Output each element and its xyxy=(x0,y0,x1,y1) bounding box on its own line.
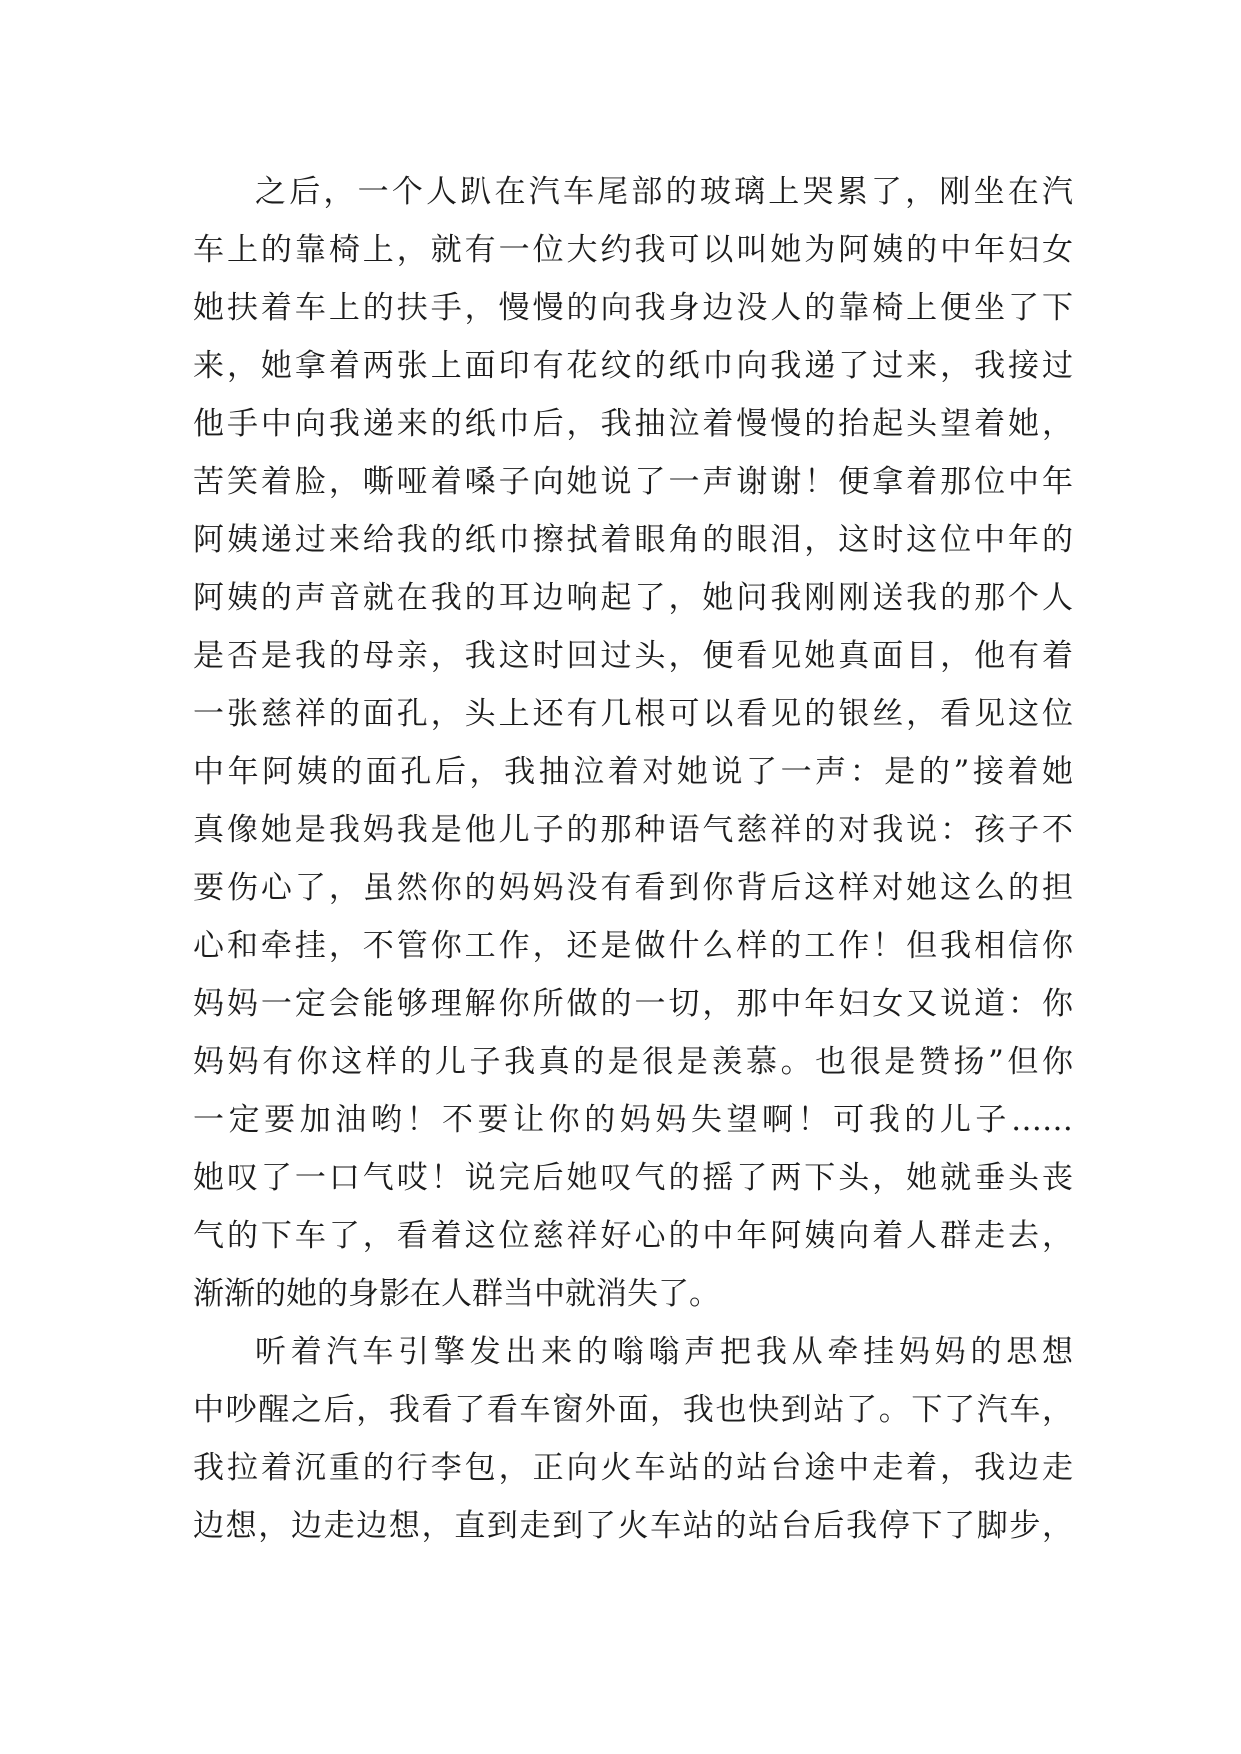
text-line: 一定要加油哟！不要让你的妈妈失望啊！可我的儿子…… xyxy=(193,1102,1073,1138)
text-line: 真像她是我妈我是他儿子的那种语气慈祥的对我说：孩子不 xyxy=(193,812,1073,848)
paragraph-1 xyxy=(193,163,1073,1323)
text-line: 苦笑着脸，嘶哑着嗓子向她说了一声谢谢！便拿着那位中年 xyxy=(193,464,1073,500)
text-line: 我拉着沉重的行李包，正向火车站的站台途中走着，我边走 xyxy=(193,1450,1073,1486)
body-text xyxy=(193,163,1073,1555)
text-line: 一张慈祥的面孔，头上还有几根可以看见的银丝，看见这位 xyxy=(193,696,1073,732)
text-line: 渐渐的她的身影在人群当中就消失了。 xyxy=(193,1276,720,1312)
text-line: 来，她拿着两张上面印有花纹的纸巾向我递了过来，我接过 xyxy=(193,348,1073,384)
text-line: 他手中向我递来的纸巾后，我抽泣着慢慢的抬起头望着她， xyxy=(193,406,1073,442)
text-line: 是否是我的母亲，我这时回过头，便看见她真面目，他有着 xyxy=(193,638,1073,674)
text-line: 车上的靠椅上，就有一位大约我可以叫她为阿姨的中年妇女 xyxy=(193,232,1073,268)
text-line: 听着汽车引擎发出来的嗡嗡声把我从牵挂妈妈的思想 xyxy=(255,1334,1073,1370)
text-line: 心和牵挂，不管你工作，还是做什么样的工作！但我相信你 xyxy=(193,928,1073,964)
text-line: 中年阿姨的面孔后，我抽泣着对她说了一声：是的”接着她 xyxy=(193,754,1073,790)
text-line: 阿姨的声音就在我的耳边响起了，她问我刚刚送我的那个人 xyxy=(193,580,1073,616)
text-line: 她扶着车上的扶手，慢慢的向我身边没人的靠椅上便坐了下 xyxy=(193,290,1073,326)
text-line: 阿姨递过来给我的纸巾擦拭着眼角的眼泪，这时这位中年的 xyxy=(193,522,1073,558)
text-line: 之后，一个人趴在汽车尾部的玻璃上哭累了，刚坐在汽 xyxy=(255,174,1073,210)
text-line: 妈妈有你这样的儿子我真的是很是羡慕。也很是赞扬”但你 xyxy=(193,1044,1073,1080)
text-line: 中吵醒之后，我看了看车窗外面，我也快到站了。下了汽车， xyxy=(193,1392,1073,1428)
text-line: 气的下车了，看着这位慈祥好心的中年阿姨向着人群走去， xyxy=(193,1218,1073,1254)
text-line: 妈妈一定会能够理解你所做的一切，那中年妇女又说道：你 xyxy=(193,986,1073,1022)
text-line: 她叹了一口气哎！说完后她叹气的摇了两下头，她就垂头丧 xyxy=(193,1160,1073,1196)
text-line: 要伤心了，虽然你的妈妈没有看到你背后这样对她这么的担 xyxy=(193,870,1073,906)
text-line: 边想，边走边想，直到走到了火车站的站台后我停下了脚步， xyxy=(193,1508,1073,1544)
paragraph-2 xyxy=(193,1323,1073,1555)
